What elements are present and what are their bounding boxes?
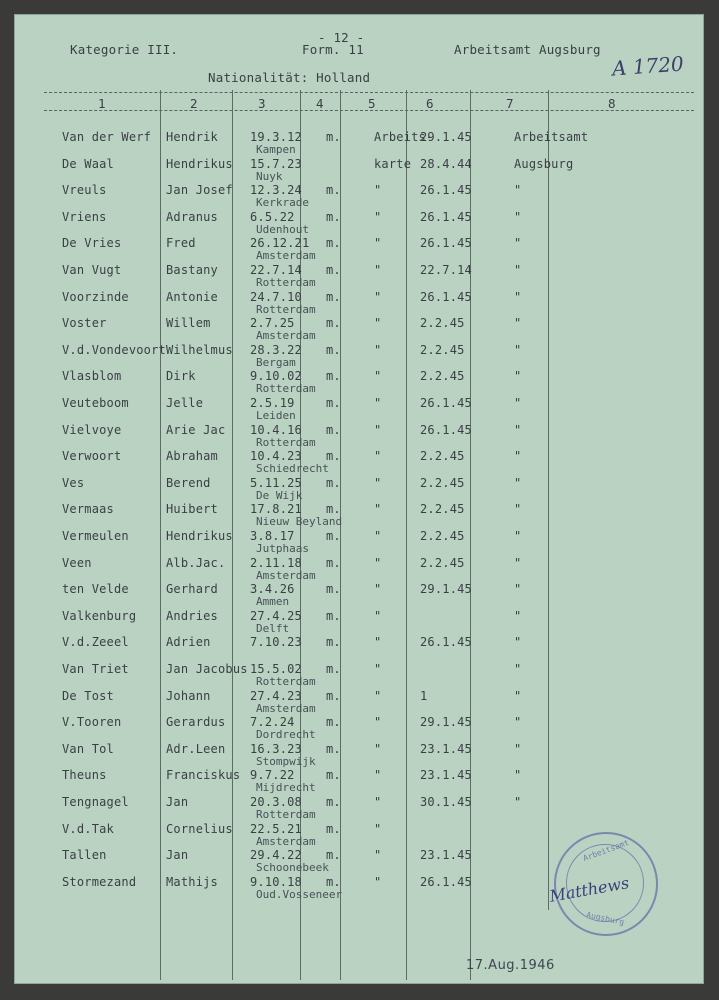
- cell-date: 28.4.44: [420, 157, 472, 171]
- cell-birth: 9.10.18: [250, 875, 302, 889]
- cell-birthplace: Kerkrade: [256, 196, 309, 209]
- nationality-label: Nationalität: Holland: [208, 70, 371, 85]
- cell-col7: ": [514, 476, 522, 490]
- cell-birthplace: Stompwijk: [256, 755, 316, 768]
- cell-first: Adranus: [166, 210, 218, 224]
- cell-surname: V.d.Tak: [62, 822, 114, 836]
- cell-surname: Vreuls: [62, 183, 107, 197]
- cell-surname: Van Vugt: [62, 263, 122, 277]
- cell-first: Jan Jacobus: [166, 662, 248, 676]
- col-number-6: 6: [426, 96, 434, 111]
- cell-birth: 5.11.25: [250, 476, 302, 490]
- cell-birthplace: Schiedrecht: [256, 462, 329, 475]
- cell-birthplace: Rotterdam: [256, 436, 316, 449]
- cell-col7: ": [514, 316, 522, 330]
- cell-col7: Augsburg: [514, 157, 574, 171]
- cell-col7: ": [514, 529, 522, 543]
- cell-first: Dirk: [166, 369, 196, 383]
- col-number-7: 7: [506, 96, 514, 111]
- cell-col7: ": [514, 635, 522, 649]
- cell-col5: ": [374, 768, 382, 782]
- cell-date: 22.7.14: [420, 263, 472, 277]
- cell-sex: m.: [326, 529, 341, 543]
- cell-birthplace: Rotterdam: [256, 382, 316, 395]
- cell-col7: ": [514, 768, 522, 782]
- cell-date: 2.2.45: [420, 502, 465, 516]
- cell-date: 23.1.45: [420, 768, 472, 782]
- cell-first: Wilhelmus: [166, 343, 233, 357]
- cell-sex: m.: [326, 795, 341, 809]
- cell-col5: ": [374, 449, 382, 463]
- cell-surname: Ves: [62, 476, 85, 490]
- cell-birthplace: Leiden: [256, 409, 296, 422]
- cell-birthplace: Amsterdam: [256, 835, 316, 848]
- cell-first: Hendrik: [166, 130, 218, 144]
- cell-sex: m.: [326, 875, 341, 889]
- cell-birthplace: Mijdrecht: [256, 781, 316, 794]
- cell-surname: Stormezand: [62, 875, 137, 889]
- cell-first: Alb.Jac.: [166, 556, 226, 570]
- cell-birth: 2.7.25: [250, 316, 295, 330]
- cell-col5: ": [374, 635, 382, 649]
- cell-first: Jelle: [166, 396, 204, 410]
- cell-date: 26.1.45: [420, 635, 472, 649]
- cell-birth: 17.8.21: [250, 502, 302, 516]
- cell-col7: ": [514, 369, 522, 383]
- cell-first: Gerhard: [166, 582, 218, 596]
- cell-date: 29.1.45: [420, 130, 472, 144]
- cell-first: Fred: [166, 236, 196, 250]
- cell-surname: V.d.Vondevoort: [62, 343, 166, 357]
- cell-date: 2.2.45: [420, 529, 465, 543]
- office-label: Arbeitsamt Augsburg: [454, 42, 601, 57]
- header-rule-top: [44, 92, 694, 93]
- cell-date: 23.1.45: [420, 848, 472, 862]
- cell-surname: Vielvoye: [62, 423, 122, 437]
- cell-birth: 7.10.23: [250, 635, 302, 649]
- cell-birthplace: Ammen: [256, 595, 290, 608]
- cell-birthplace: Kampen: [256, 143, 296, 156]
- cell-sex: m.: [326, 848, 341, 862]
- cell-sex: m.: [326, 343, 341, 357]
- cell-col7: ": [514, 556, 522, 570]
- cell-sex: m.: [326, 290, 341, 304]
- cell-birth: 9.10.02: [250, 369, 302, 383]
- cell-col5: ": [374, 183, 382, 197]
- cell-birth: 7.2.24: [250, 715, 295, 729]
- cell-date: 26.1.45: [420, 183, 472, 197]
- cell-birthplace: Rotterdam: [256, 303, 316, 316]
- cell-col5: ": [374, 210, 382, 224]
- cell-col7: Arbeitsamt: [514, 130, 589, 144]
- cell-date: 26.1.45: [420, 423, 472, 437]
- cell-surname: Vermeulen: [62, 529, 129, 543]
- cell-sex: m.: [326, 502, 341, 516]
- handwritten-number: A 1720: [611, 51, 685, 81]
- cell-sex: m.: [326, 130, 341, 144]
- cell-first: Berend: [166, 476, 211, 490]
- cell-birth: 12.3.24: [250, 183, 302, 197]
- cell-date: 26.1.45: [420, 396, 472, 410]
- cell-birth: 24.7.10: [250, 290, 302, 304]
- cell-col5: ": [374, 502, 382, 516]
- cell-surname: Tallen: [62, 848, 107, 862]
- cell-col7: ": [514, 343, 522, 357]
- cell-first: Huibert: [166, 502, 218, 516]
- cell-sex: m.: [326, 662, 341, 676]
- cell-birthplace: Amsterdam: [256, 329, 316, 342]
- cell-date: 26.1.45: [420, 236, 472, 250]
- col-divider-5: [406, 90, 407, 980]
- cell-surname: Van der Werf: [62, 130, 152, 144]
- cell-col7: ": [514, 742, 522, 756]
- cell-sex: m.: [326, 476, 341, 490]
- cell-col5: ": [374, 290, 382, 304]
- cell-surname: Voster: [62, 316, 107, 330]
- cell-birthplace: Delft: [256, 622, 290, 635]
- cell-birthplace: Udenhout: [256, 223, 309, 236]
- cell-sex: m.: [326, 316, 341, 330]
- cell-birth: 2.5.19: [250, 396, 295, 410]
- cell-surname: De Vries: [62, 236, 122, 250]
- cell-birthplace: Nuyk: [256, 170, 283, 183]
- cell-date: 29.1.45: [420, 582, 472, 596]
- cell-first: Franciskus: [166, 768, 241, 782]
- cell-col5: ": [374, 609, 382, 623]
- document-sheet: [14, 14, 704, 984]
- cell-first: Antonie: [166, 290, 218, 304]
- cell-col7: ": [514, 236, 522, 250]
- cell-col5: ": [374, 742, 382, 756]
- cell-surname: Valkenburg: [62, 609, 137, 623]
- cell-surname: Van Triet: [62, 662, 129, 676]
- cell-birth: 22.7.14: [250, 263, 302, 277]
- cell-first: Johann: [166, 689, 211, 703]
- cell-col7: ": [514, 689, 522, 703]
- cell-birth: 9.7.22: [250, 768, 295, 782]
- cell-surname: Vermaas: [62, 502, 114, 516]
- cell-first: Gerardus: [166, 715, 226, 729]
- cell-surname: Veuteboom: [62, 396, 129, 410]
- cell-surname: Theuns: [62, 768, 107, 782]
- cell-birth: 3.4.26: [250, 582, 295, 596]
- cell-date: 2.2.45: [420, 369, 465, 383]
- cell-sex: m.: [326, 423, 341, 437]
- col-number-2: 2: [190, 96, 198, 111]
- cell-col5: ": [374, 662, 382, 676]
- cell-date: 26.1.45: [420, 875, 472, 889]
- cell-sex: m.: [326, 609, 341, 623]
- cell-sex: m.: [326, 183, 341, 197]
- cell-sex: m.: [326, 236, 341, 250]
- cell-surname: Verwoort: [62, 449, 122, 463]
- cell-birth: 6.5.22: [250, 210, 295, 224]
- page-number: - 12 -: [318, 30, 365, 45]
- cell-col5: ": [374, 263, 382, 277]
- cell-surname: Van Tol: [62, 742, 114, 756]
- cell-col5: ": [374, 423, 382, 437]
- cell-birth: 28.3.22: [250, 343, 302, 357]
- cell-birthplace: De Wijk: [256, 489, 303, 502]
- cell-col7: ": [514, 183, 522, 197]
- cell-birthplace: Dordrecht: [256, 728, 316, 741]
- cell-first: Cornelius: [166, 822, 233, 836]
- cell-birth: 10.4.16: [250, 423, 302, 437]
- cell-first: Jan: [166, 795, 189, 809]
- cell-first: Mathijs: [166, 875, 218, 889]
- cell-date: 2.2.45: [420, 476, 465, 490]
- cell-col7: ": [514, 582, 522, 596]
- cell-date: 2.2.45: [420, 316, 465, 330]
- cell-sex: m.: [326, 742, 341, 756]
- cell-col5: karte: [374, 157, 412, 171]
- cell-date: 26.1.45: [420, 210, 472, 224]
- cell-col5: ": [374, 582, 382, 596]
- cell-col5: ": [374, 476, 382, 490]
- cell-first: Adrien: [166, 635, 211, 649]
- cell-birthplace: Schoonebeek: [256, 861, 329, 874]
- cell-first: Hendrikus: [166, 529, 233, 543]
- cell-birthplace: Oud.Vosseneer: [256, 888, 343, 901]
- cell-birthplace: Rotterdam: [256, 808, 316, 821]
- col-number-3: 3: [258, 96, 266, 111]
- cell-col7: ": [514, 502, 522, 516]
- cell-col7: ": [514, 715, 522, 729]
- cell-birthplace: Rotterdam: [256, 675, 316, 688]
- cell-surname: Vriens: [62, 210, 107, 224]
- cell-birthplace: Amsterdam: [256, 249, 316, 262]
- cell-birth: 29.4.22: [250, 848, 302, 862]
- col-number-1: 1: [98, 96, 106, 111]
- cell-col5: ": [374, 875, 382, 889]
- cell-col5: ": [374, 715, 382, 729]
- cell-surname: Tengnagel: [62, 795, 129, 809]
- cell-col5: Arbeits-: [374, 130, 434, 144]
- cell-date: 2.2.45: [420, 449, 465, 463]
- cell-surname: V.d.Zeeel: [62, 635, 129, 649]
- cell-birthplace: Amsterdam: [256, 702, 316, 715]
- cell-col5: ": [374, 343, 382, 357]
- cell-col5: ": [374, 822, 382, 836]
- cell-sex: m.: [326, 715, 341, 729]
- cell-surname: Voorzinde: [62, 290, 129, 304]
- cell-birth: 10.4.23: [250, 449, 302, 463]
- cell-col7: ": [514, 263, 522, 277]
- cell-col7: ": [514, 423, 522, 437]
- cell-birth: 2.11.18: [250, 556, 302, 570]
- cell-col5: ": [374, 236, 382, 250]
- cell-birth: 19.3.12: [250, 130, 302, 144]
- cell-birth: 22.5.21: [250, 822, 302, 836]
- cell-col5: ": [374, 316, 382, 330]
- kategorie-label: Kategorie III.: [70, 42, 179, 57]
- cell-first: Abraham: [166, 449, 218, 463]
- form-label: Form. 11: [302, 42, 364, 57]
- cell-surname: ten Velde: [62, 582, 129, 596]
- cell-first: Adr.Leen: [166, 742, 226, 756]
- cell-first: Bastany: [166, 263, 218, 277]
- cell-birthplace: Nieuw Beyland: [256, 515, 343, 528]
- col-divider-7: [548, 90, 549, 910]
- cell-col7: ": [514, 662, 522, 676]
- cell-date: 23.1.45: [420, 742, 472, 756]
- cell-date: 26.1.45: [420, 290, 472, 304]
- cell-birth: 15.5.02: [250, 662, 302, 676]
- cell-col5: ": [374, 529, 382, 543]
- cell-date: 29.1.45: [420, 715, 472, 729]
- cell-date: 2.2.45: [420, 556, 465, 570]
- cell-birth: 26.12.21: [250, 236, 310, 250]
- cell-birth: 27.4.23: [250, 689, 302, 703]
- col-number-8: 8: [608, 96, 616, 111]
- cell-sex: m.: [326, 556, 341, 570]
- cell-sex: m.: [326, 263, 341, 277]
- cell-birth: 15.7.23: [250, 157, 302, 171]
- cell-first: Willem: [166, 316, 211, 330]
- cell-sex: m.: [326, 396, 341, 410]
- col-divider-1: [160, 90, 161, 980]
- cell-surname: De Waal: [62, 157, 114, 171]
- cell-birth: 27.4.25: [250, 609, 302, 623]
- stamp-bottom-text: Augsburg: [585, 910, 626, 927]
- cell-sex: m.: [326, 369, 341, 383]
- cell-date: 1: [420, 689, 428, 703]
- cell-first: Arie Jac: [166, 423, 226, 437]
- cell-first: Andries: [166, 609, 218, 623]
- cell-col7: ": [514, 290, 522, 304]
- cell-sex: m.: [326, 582, 341, 596]
- cell-sex: m.: [326, 210, 341, 224]
- cell-sex: m.: [326, 768, 341, 782]
- cell-birth: 16.3.23: [250, 742, 302, 756]
- cell-sex: m.: [326, 449, 341, 463]
- cell-date: 30.1.45: [420, 795, 472, 809]
- cell-birth: 3.8.17: [250, 529, 295, 543]
- cell-birthplace: Rotterdam: [256, 276, 316, 289]
- cell-date: 2.2.45: [420, 343, 465, 357]
- cell-col5: ": [374, 848, 382, 862]
- cell-surname: De Tost: [62, 689, 114, 703]
- cell-col5: ": [374, 369, 382, 383]
- cell-col5: ": [374, 689, 382, 703]
- date-stamp: 17.Aug.1946: [466, 958, 555, 973]
- cell-first: Hendrikus: [166, 157, 233, 171]
- signature: Matthews: [547, 873, 631, 906]
- cell-birthplace: Jutphaas: [256, 542, 309, 555]
- cell-sex: m.: [326, 689, 341, 703]
- cell-first: Jan: [166, 848, 189, 862]
- cell-birthplace: Bergam: [256, 356, 296, 369]
- cell-surname: Vlasblom: [62, 369, 122, 383]
- cell-surname: Veen: [62, 556, 92, 570]
- cell-birthplace: Amsterdam: [256, 569, 316, 582]
- cell-col7: ": [514, 449, 522, 463]
- cell-col7: ": [514, 609, 522, 623]
- cell-first: Jan Josef: [166, 183, 233, 197]
- cell-sex: m.: [326, 822, 341, 836]
- cell-col7: ": [514, 210, 522, 224]
- cell-col7: ": [514, 795, 522, 809]
- cell-birth: 20.3.08: [250, 795, 302, 809]
- stamp-top-text: Arbeitsamt: [581, 838, 631, 863]
- cell-col5: ": [374, 556, 382, 570]
- col-number-4: 4: [316, 96, 324, 111]
- cell-sex: m.: [326, 635, 341, 649]
- col-number-5: 5: [368, 96, 376, 111]
- cell-col7: ": [514, 396, 522, 410]
- cell-col5: ": [374, 795, 382, 809]
- cell-col5: ": [374, 396, 382, 410]
- cell-surname: V.Tooren: [62, 715, 122, 729]
